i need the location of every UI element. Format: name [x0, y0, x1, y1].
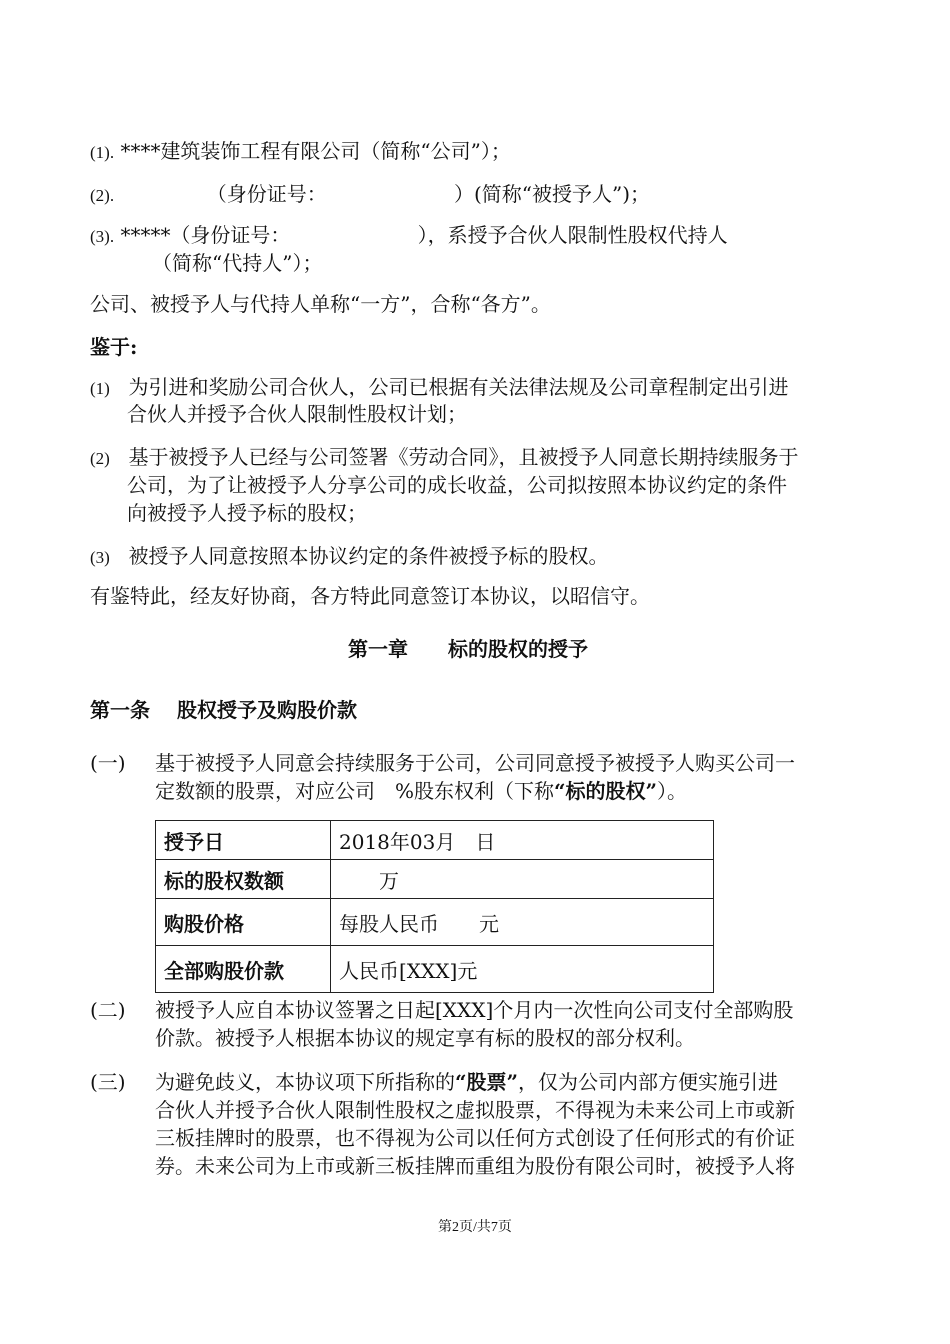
defined-term-shares: “股票” — [455, 1070, 519, 1094]
clause-2-number: (二) — [90, 998, 126, 1022]
clause-2-line1: 被授予人应自本协议签署之日起[XXX]个月内一次性向公司支付全部购股 — [155, 998, 794, 1022]
clause-2 — [90, 997, 126, 1023]
collective-definition: 公司、被授予人与代持人单称“一方”，合称“各方”。 — [90, 292, 551, 316]
party-2-number: (2). — [90, 186, 115, 205]
whereas-item-1-line1: 为引进和奖励公司合伙人，公司已根据有关法律法规及公司章程制定出引进 — [128, 375, 789, 399]
clause-2-line2: 价款。被授予人根据本协议的规定享有标的股权的部分权利。 — [155, 1026, 695, 1050]
whereas-item-2-line3: 向被授予人授予标的股权； — [127, 501, 367, 525]
clause-1-line2-c: ）。 — [657, 779, 688, 803]
whereas-item-3-line1: 被授予人同意按照本协议约定的条件被授予标的股权。 — [128, 544, 609, 568]
clause-1-line2-a: 定数额的股票，对应公司 %股东权利（下称 — [155, 779, 555, 803]
clause-3-line2: 合伙人并授予合伙人限制性股权之虚拟股票，不得视为未来公司上市或新 — [155, 1098, 795, 1122]
page-number: 第2页/共7页 — [438, 1220, 512, 1235]
clause-3-line1-a: 为避免歧义，本协议项下所指称的 — [155, 1070, 455, 1094]
clause-1 — [90, 750, 126, 776]
party-3-number: (3). — [90, 227, 115, 246]
party-1-number: (1). — [90, 143, 115, 162]
clause-1-line2 — [155, 778, 687, 804]
clause-3-number: (三) — [90, 1070, 126, 1094]
party-2-text: （身份证号： ）(简称“被授予人”)； — [206, 182, 650, 206]
chapter-title: 第一章 标的股权的授予 — [348, 637, 588, 661]
clause-3-line3: 三板挂牌时的股票，也不得视为公司以任何方式创设了任何形式的有价证 — [155, 1126, 795, 1150]
table-key: 标的股权数额 — [156, 860, 331, 899]
clause-3-line1 — [155, 1069, 778, 1095]
table-value: 每股人民币 元 — [331, 899, 714, 946]
table-row — [156, 899, 714, 946]
defined-term-target-equity: “标的股权” — [554, 779, 658, 803]
whereas-item-3 — [90, 543, 609, 571]
table-row — [156, 860, 714, 899]
clause-1-line1: 基于被授予人同意会持续服务于公司，公司同意授予被授予人购买公司一 — [155, 751, 795, 775]
clause-3 — [90, 1069, 126, 1095]
clause-3-line1-c: ，仅为公司内部方便实施引进 — [518, 1070, 779, 1094]
whereas-item-1-number: (1) — [90, 379, 110, 398]
whereas-title: 鉴于: — [90, 335, 138, 359]
table-key: 授予日 — [156, 821, 331, 860]
whereas-item-1 — [90, 374, 789, 402]
table-value: 万 — [331, 860, 714, 899]
party-3-cont: （简称“代持人”）； — [152, 251, 323, 275]
whereas-item-3-number: (3) — [90, 548, 110, 567]
whereas-item-2-line2: 公司，为了让被授予人分享公司的成长收益，公司拟按照本协议约定的条件 — [127, 473, 787, 497]
whereas-closing: 有鉴特此，经友好协商，各方特此同意签订本协议，以昭信守。 — [90, 584, 650, 608]
clause-1-number: (一) — [90, 751, 126, 775]
article-title: 第一条 股权授予及购股价款 — [90, 698, 357, 722]
whereas-item-2 — [90, 444, 799, 472]
whereas-item-2-number: (2) — [90, 449, 110, 468]
table-value: 人民币[XXX]元 — [331, 946, 714, 993]
clause-3-line4: 券。未来公司为上市或新三板挂牌而重组为股份有限公司时，被授予人将 — [155, 1154, 795, 1178]
table-key: 全部购股价款 — [156, 946, 331, 993]
party-1 — [90, 138, 511, 166]
party-2 — [90, 181, 650, 209]
grant-terms-table — [155, 820, 714, 993]
table-row — [156, 946, 714, 993]
table-value: 2018年03月 日 — [331, 821, 714, 860]
party-1-text: ****建筑装饰工程有限公司（简称“公司”）； — [120, 139, 511, 163]
table-row — [156, 821, 714, 860]
table-key: 购股价格 — [156, 899, 331, 946]
party-3-text: *****（身份证号： ），系授予合伙人限制性股权代持人 — [120, 223, 728, 247]
whereas-item-1-line2: 合伙人并授予合伙人限制性股权计划； — [127, 402, 467, 426]
whereas-item-2-line1: 基于被授予人已经与公司签署《劳动合同》，且被授予人同意长期持续服务于 — [128, 445, 799, 469]
party-3 — [90, 222, 728, 250]
